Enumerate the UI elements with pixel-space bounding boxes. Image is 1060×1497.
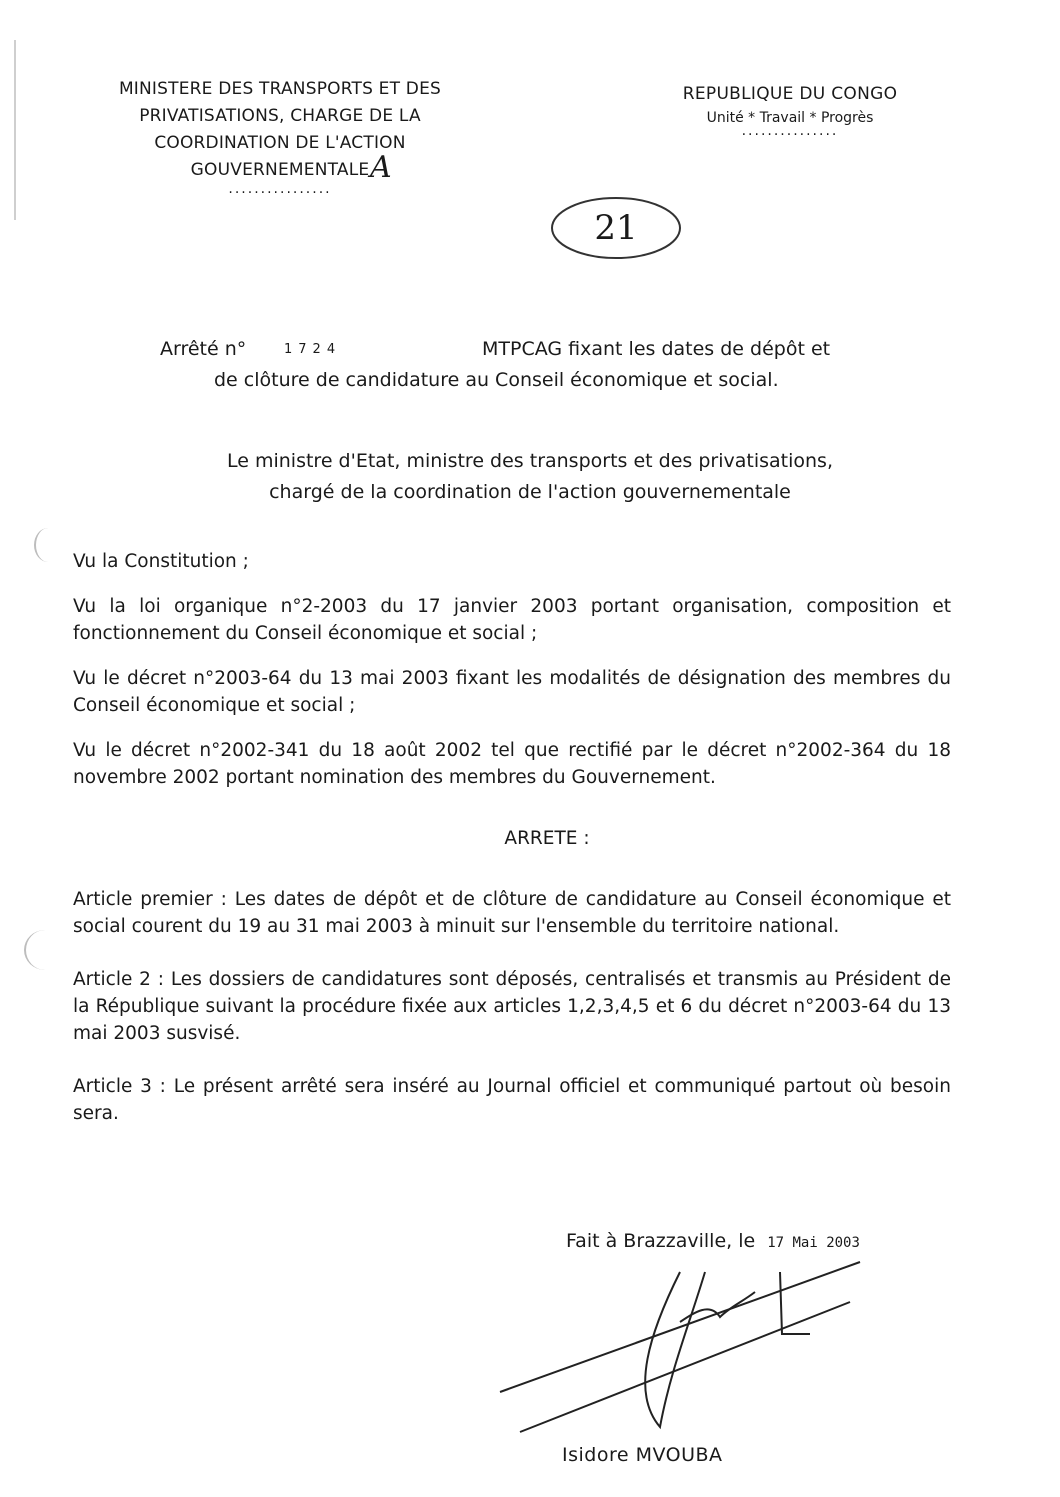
decree-title-line1: MTPCAG fixant les dates de dépôt et [482, 338, 831, 360]
ministry-line: MINISTERE DES TRANSPORTS ET DES [118, 79, 442, 99]
ministry-line: PRIVATISATIONS, CHARGE DE LA [139, 106, 421, 126]
article [73, 966, 951, 1047]
minister-line1: Le ministre d'Etat, ministre des transports et des privatisations, [227, 450, 833, 472]
article-text: Le présent arrêté sera inséré au Journal officiel et communiqué partout où besoin sera. [73, 1076, 951, 1124]
republic-name: REPUBLIQUE DU CONGO [682, 84, 898, 104]
ministry-line: GOUVERNEMENTALE [190, 160, 370, 180]
decree-title-line2: de clôture de candidature au Conseil économique et social. [214, 369, 779, 391]
article-label: Article 3 : [73, 1076, 166, 1097]
scan-edge-mark [14, 40, 16, 220]
consideration: Vu le décret n°2002-341 du 18 août 2002 tel que rectifié par le décret n°2002-364 du 18 novembre 2002 portant nomination des membres du Gouvernement. [73, 740, 951, 788]
minister-line2: chargé de la coordination de l'action gouvernementale [269, 481, 791, 503]
minister-intro [160, 446, 900, 508]
handwritten-signature [480, 1252, 880, 1442]
article-label: Article 2 : [73, 969, 164, 990]
article [73, 886, 951, 940]
decree-number: 1724 [284, 342, 342, 357]
ministry-line: COORDINATION DE L'ACTION [154, 133, 406, 153]
consideration: Vu le décret n°2003-64 du 13 mai 2003 fixant les modalités de désignation des membres du Conseil économique et social ; [73, 668, 951, 716]
motto-dots: ............... [741, 123, 839, 139]
handwritten-page-number [548, 192, 684, 264]
decree-title [160, 334, 900, 396]
republic-header [650, 84, 930, 139]
decree-body [73, 548, 951, 1153]
handwritten-annotation: A [370, 150, 392, 185]
place-text: Fait à Brazzaville, le [566, 1230, 756, 1252]
article-text: Les dossiers de candidatures sont déposés, centralisés et transmis au Président de la République suivant la procédure fixée aux articles 1,2,3,4,5 et 6 du décret n°2003-64 du 13 mai 2003 susvisé. [73, 969, 951, 1044]
consideration: Vu la Constitution ; [73, 551, 249, 572]
scan-smudge [24, 930, 66, 970]
scan-smudge [34, 528, 62, 562]
consideration: Vu la loi organique n°2-2003 du 17 janvier 2003 portant organisation, composition et fonctionnement du Conseil économique et social ; [73, 596, 951, 644]
article-text: Les dates de dépôt et de clôture de candidature au Conseil économique et social courent du 19 au 31 mai 2003 à minuit sur l'ensemble du territoire national. [73, 889, 951, 937]
ministry-dots: ................ [228, 181, 332, 197]
article [73, 1073, 951, 1127]
page-number-text: 21 [594, 208, 638, 248]
date-stamp: 17 Mai 2003 [767, 1235, 860, 1251]
arrete-heading: ARRETE : [504, 828, 590, 849]
signer-name: Isidore MVOUBA [562, 1444, 723, 1466]
national-motto: Unité * Travail * Progrès [706, 110, 874, 126]
place-and-date [566, 1230, 860, 1252]
ministry-header [70, 76, 490, 197]
article-label: Article premier : [73, 889, 227, 910]
decree-prefix: Arrêté n° [160, 338, 247, 360]
